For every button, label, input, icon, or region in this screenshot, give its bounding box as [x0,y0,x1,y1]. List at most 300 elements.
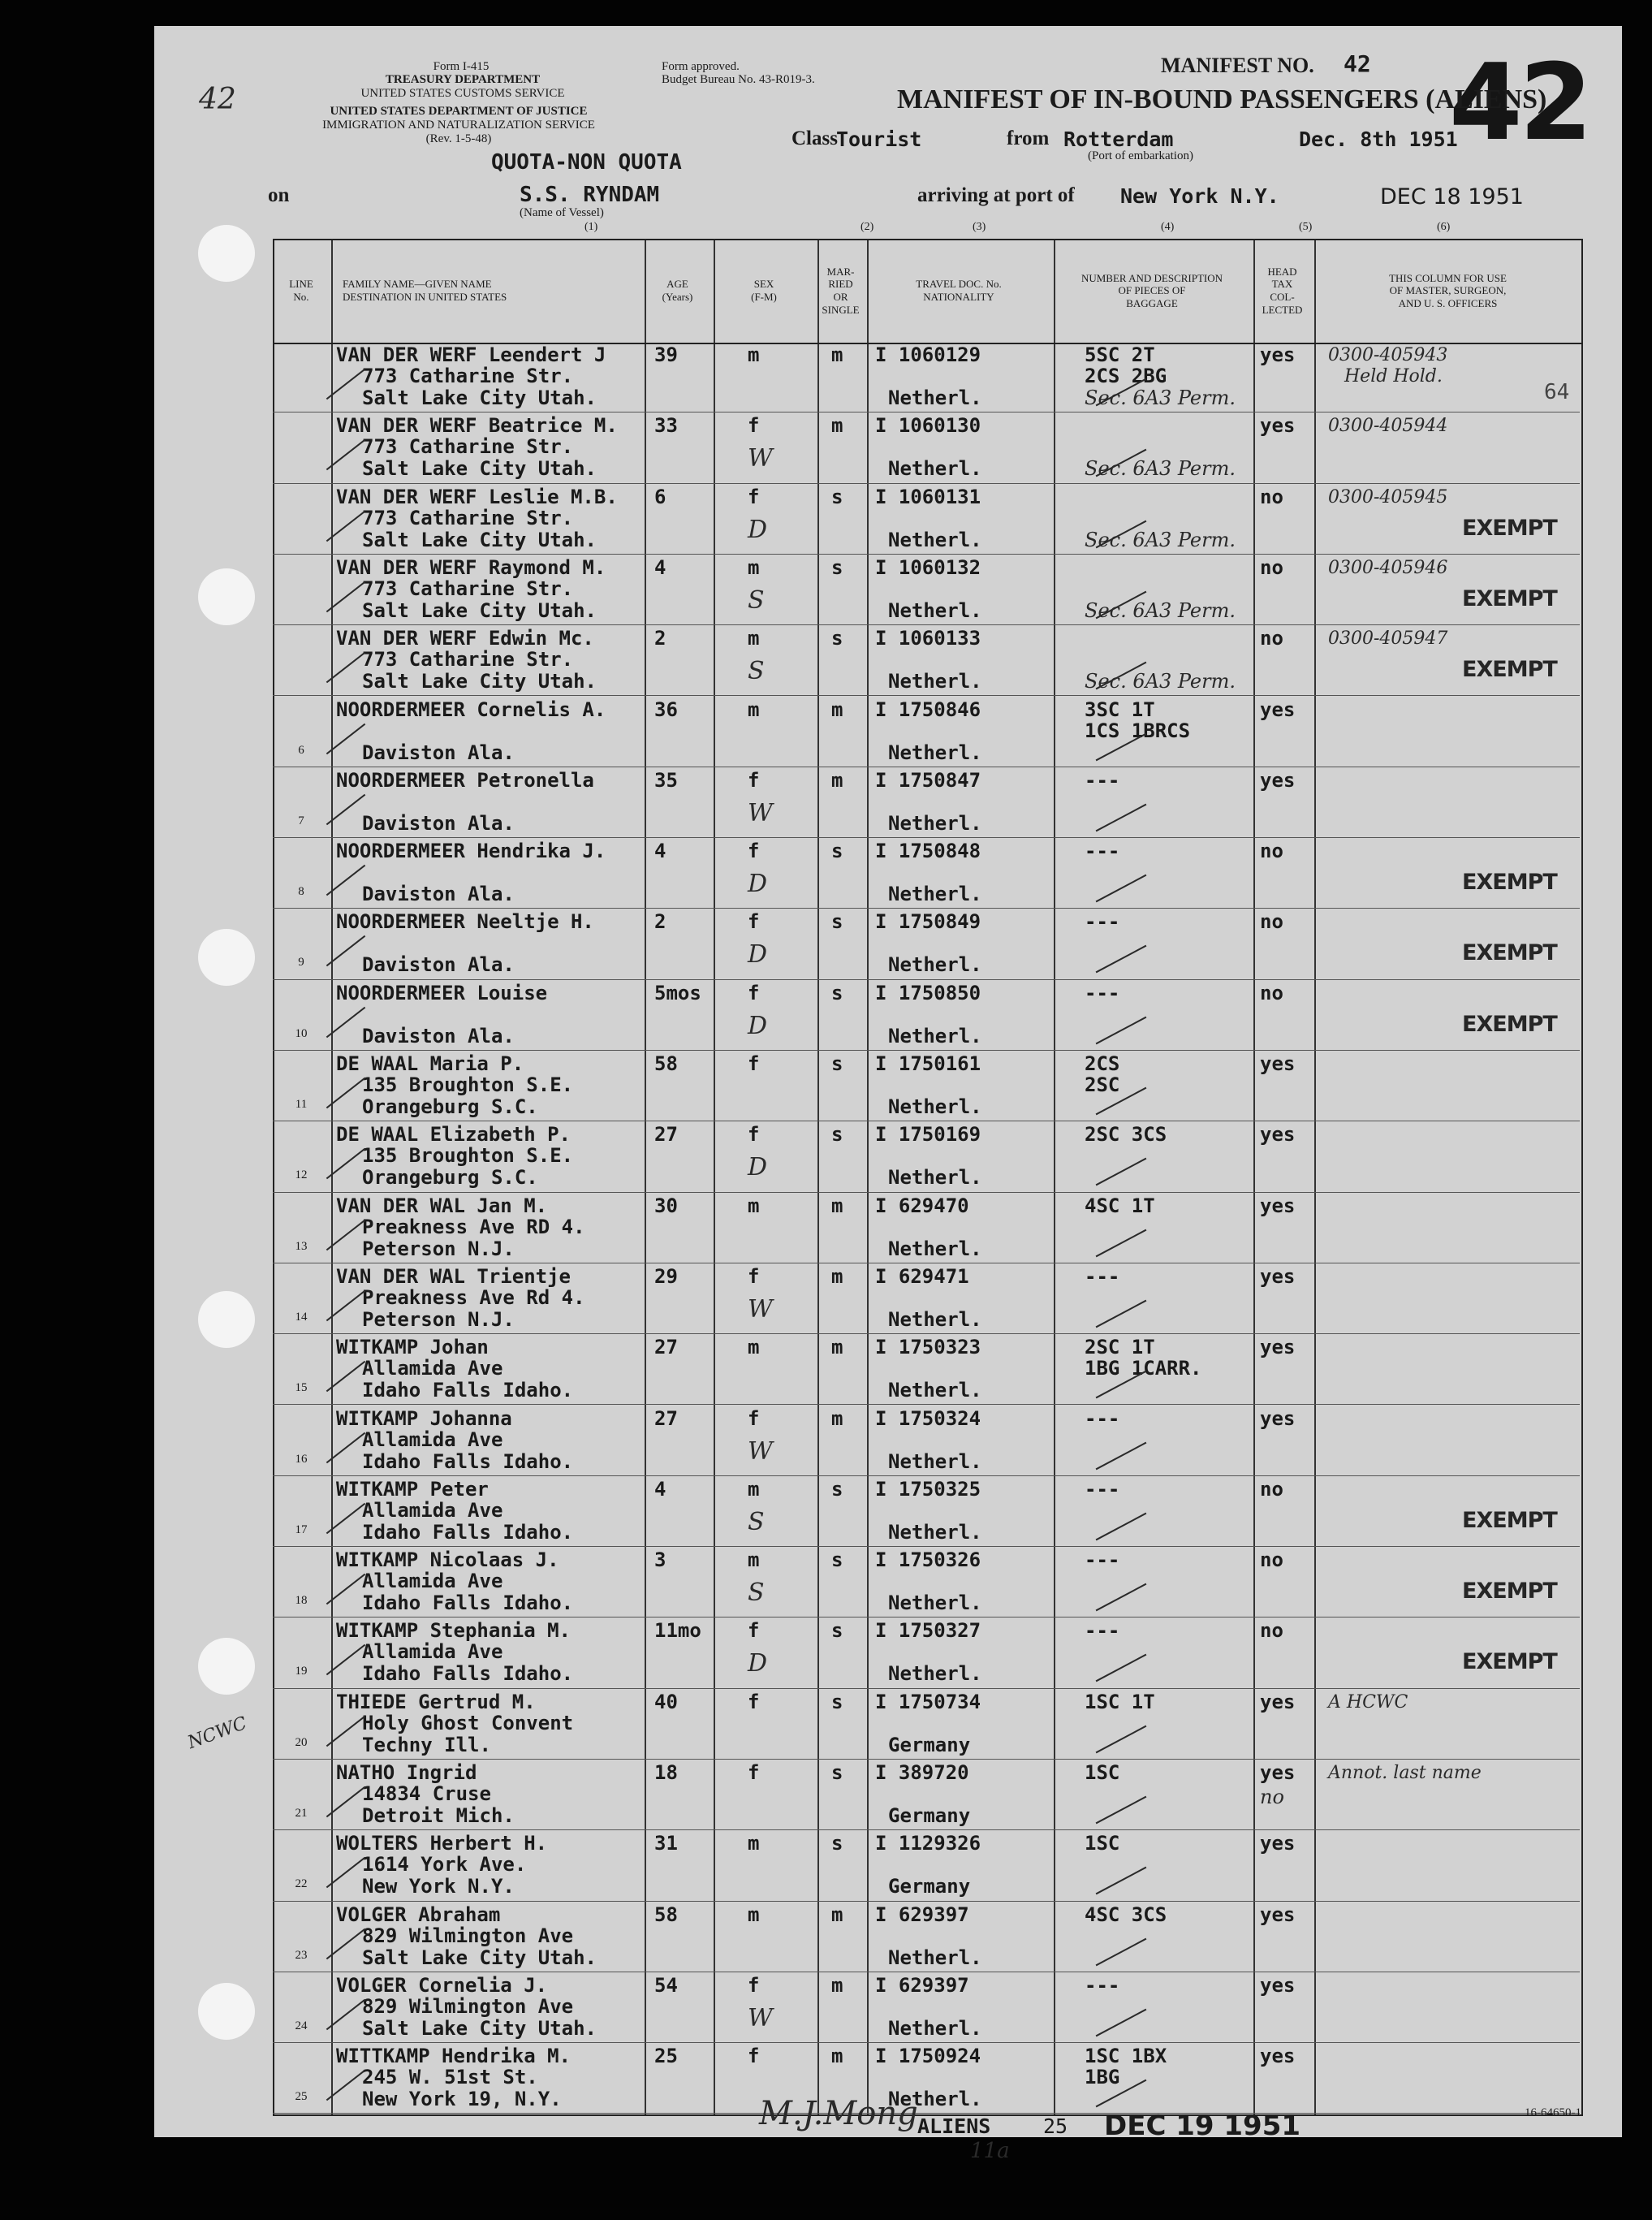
col-header-travel-doc: TRAVEL DOC. No. NATIONALITY [916,278,1002,303]
tick-mark [326,2070,366,2101]
address-line: 245 W. 51st St. [362,2066,538,2089]
age: 54 [654,1973,678,1997]
check-mark [1096,945,1147,974]
nationality: Netherl. [888,1237,982,1260]
head-tax: no [1260,627,1283,650]
revision: (Rev. 1-5-48) [425,132,492,145]
sex: m [748,343,760,366]
table-row [273,1122,1583,1193]
tick-mark [326,1006,366,1038]
address-line: Preakness Ave Rd 4. [362,1285,585,1309]
table-row [273,1831,1583,1902]
check-mark [1096,1016,1147,1044]
head-tax: yes [1260,1052,1296,1075]
line-number: 16 [295,1452,308,1466]
destination: Idaho Falls Idaho. [362,1520,574,1544]
baggage: --- [1085,1406,1120,1430]
age: 6 [654,485,666,508]
baggage: 2SC 3CS [1085,1123,1167,1147]
passenger-name: NOORDERMEER Neeltje H. [336,910,594,934]
head-tax: yes [1260,1973,1296,1997]
col-header-baggage: NUMBER AND DESCRIPTION OF PIECES OF BAGGAGE [1080,271,1223,309]
col-header-line-no: LINE No. [289,278,313,303]
head-tax: yes [1260,1832,1296,1855]
handwritten-mark: D [748,1649,768,1678]
table-row [273,1618,1583,1689]
table-row [273,698,1583,768]
row-divider [273,1546,1580,1547]
marital-status: s [831,1619,843,1643]
row-divider [273,1829,1580,1830]
destination: Detroit Mich. [362,1804,515,1827]
age: 25 [654,2045,678,2068]
travel-doc-number: I 1750848 [875,840,981,863]
tick-mark [326,1078,366,1109]
nationality: Germany [888,1804,971,1827]
punch-hole [198,225,255,282]
age: 35 [654,768,678,792]
nationality: Netherl. [888,2016,982,2040]
baggage: 1SC [1085,1761,1120,1784]
age: 5mos [654,981,701,1004]
handwritten-mark: W [748,1436,773,1466]
sex: f [748,910,760,934]
handwritten-mark: S [748,1579,765,1608]
baggage: 4SC 1T [1085,1194,1155,1217]
destination: Orangeburg S.C. [362,1095,538,1118]
age: 18 [654,1761,678,1784]
baggage: --- [1085,910,1120,934]
officer-note: 0300-405946 [1328,557,1448,578]
address-line: 829 Wilmington Ave [362,1924,574,1947]
baggage: --- [1085,981,1120,1004]
sex: m [748,1903,760,1926]
line-number: 20 [295,1735,308,1749]
nationality: Netherl. [888,883,982,906]
nationality: Netherl. [888,1592,982,1615]
form-number: Form I-415 [433,60,490,73]
check-mark [1096,1654,1147,1682]
head-tax: yes [1260,414,1296,438]
age: 4 [654,555,666,579]
marital-status: m [831,1903,843,1926]
marital-status: s [831,555,843,579]
passenger-name: VAN DER WAL Trientje [336,1264,571,1288]
row-divider [273,554,1580,555]
baggage-line-2: 1BG 1CARR. [1085,1357,1202,1380]
col-number: (2) [861,221,874,233]
table-row [273,2044,1583,2114]
passenger-name: VAN DER WAL Jan M. [336,1194,548,1217]
age: 58 [654,1903,678,1926]
age: 33 [654,414,678,438]
nationality: Netherl. [888,1946,982,1969]
tick-mark [326,1715,366,1747]
nationality: Netherl. [888,1166,982,1190]
officer-note: A HCWC [1328,1691,1408,1713]
head-tax: yes [1260,1264,1296,1288]
class-label: Class [791,127,838,149]
nationality: Netherl. [888,1379,982,1402]
destination: Daviston Ala. [362,883,515,906]
table-row [273,555,1583,626]
check-mark [1096,1796,1147,1825]
baggage: 1SC 1BX [1085,2045,1167,2068]
age: 3 [654,1548,666,1572]
address-line: Allamida Ave [362,1640,503,1664]
officer-note: 0300-405947 [1328,628,1448,650]
arrival-date-stamp: DEC 18 1951 [1380,184,1524,209]
passenger-name: WITKAMP Peter [336,1477,489,1501]
sex: f [748,981,760,1004]
sex: m [748,627,760,650]
punch-hole [198,568,255,625]
destination: Daviston Ala. [362,811,515,835]
head-tax: yes [1260,343,1296,366]
baggage: 2CS [1085,1052,1120,1075]
line-number: 17 [295,1522,308,1536]
row-divider [273,1404,1580,1405]
marital-status: m [831,414,843,438]
ins-service: IMMIGRATION AND NATURALIZATION SERVICE [322,119,595,132]
age: 58 [654,1052,678,1075]
head-tax: no [1260,555,1283,579]
head-tax: no [1260,1477,1283,1501]
table-row [273,1406,1583,1477]
table-header [273,239,1583,343]
table-row [273,1335,1583,1406]
handwritten-mark: D [748,515,768,544]
address-line: 773 Catharine Str. [362,506,574,529]
age: 36 [654,698,678,721]
col-number: (1) [584,221,598,233]
head-tax: yes [1260,1903,1296,1926]
row-divider [273,837,1580,838]
vessel-name-note: (Name of Vessel) [520,206,604,219]
nationality: Germany [888,1875,971,1898]
sex: f [748,1973,760,1997]
tick-mark [326,1928,366,1959]
tick-mark [326,1857,366,1889]
destination: Techny Ill. [362,1733,491,1756]
check-mark [1096,1441,1147,1470]
table-row [273,1548,1583,1618]
age: 27 [654,1123,678,1147]
age: 4 [654,1477,666,1501]
passenger-name: WITKAMP Johanna [336,1406,512,1430]
manifest-page [154,26,1622,2163]
address-line: Allamida Ave [362,1427,503,1451]
marital-status: s [831,1761,843,1784]
tick-mark [326,1786,366,1818]
handwritten-mark: D [748,1153,768,1182]
tick-mark [326,794,366,826]
check-mark [1096,1583,1147,1612]
marital-status: s [831,1052,843,1075]
col-number: (4) [1161,221,1175,233]
age: 27 [654,1336,678,1359]
row-divider [273,1333,1580,1334]
row-divider [273,2042,1580,2043]
nationality: Netherl. [888,1024,982,1047]
travel-doc-number: I 1750849 [875,910,981,934]
officer-note: Annot. last name [1328,1763,1482,1783]
table-row [273,1973,1583,2044]
col-header-head-tax: HEAD TAX COL- LECTED [1262,265,1303,316]
sex: m [748,698,760,721]
nationality: Netherl. [888,2088,982,2111]
passenger-name: DE WAAL Maria P. [336,1052,524,1075]
travel-doc-number: I 1060130 [875,414,981,438]
check-mark [1096,1512,1147,1540]
passenger-name: WITTKAMP Hendrika M. [336,2045,571,2068]
destination: Idaho Falls Idaho. [362,1449,574,1473]
destination: Idaho Falls Idaho. [362,1592,574,1615]
col-number: (5) [1299,221,1313,233]
check-mark [1096,1300,1147,1328]
passenger-name: VOLGER Cornelia J. [336,1973,548,1997]
line-number: 10 [295,1026,308,1040]
marital-status: s [831,1690,843,1713]
marital-status: m [831,343,843,366]
nationality: Netherl. [888,953,982,977]
destination: Salt Lake City Utah. [362,1946,597,1969]
handwritten-mark: D [748,940,768,970]
nationality: Netherl. [888,811,982,835]
table-row [273,839,1583,909]
exempt-stamp: EXEMPT [1462,1579,1557,1605]
baggage-line-2: 1CS 1BRCS [1085,719,1191,742]
travel-doc-number: I 1129326 [875,1832,981,1855]
sex: f [748,768,760,792]
head-tax: yes [1260,1194,1296,1217]
table-row [273,1690,1583,1760]
line-number: 8 [298,885,304,899]
print-code: 16-64650-1 [1525,2106,1581,2119]
row-divider [273,1901,1580,1902]
destination: Salt Lake City Utah. [362,2016,597,2040]
head-tax: yes [1260,1690,1296,1713]
passenger-name: NOORDERMEER Louise [336,981,548,1004]
check-mark [1096,1937,1147,1966]
passenger-name: VOLGER Abraham [336,1903,501,1926]
baggage: --- [1085,1973,1120,1997]
sex: f [748,414,760,438]
stamp-64: 64 [1544,380,1570,404]
passenger-name: NOORDERMEER Cornelis A. [336,698,606,721]
tick-mark [326,1148,366,1180]
table-row [273,1477,1583,1548]
officer-note-2: Held Hold. [1344,366,1443,387]
line-number: 9 [298,956,304,970]
travel-doc-number: I 1750327 [875,1619,981,1643]
nationality: Netherl. [888,1520,982,1544]
tick-mark [326,439,366,471]
row-divider [273,1475,1580,1476]
tick-mark [326,865,366,896]
nationality: Netherl. [888,1307,982,1331]
col-number: (3) [973,221,986,233]
exempt-stamp: EXEMPT [1462,585,1557,611]
travel-doc-number: I 1750169 [875,1123,981,1147]
age: 40 [654,1690,678,1713]
manifest-no-value: 42 [1344,50,1371,77]
nationality: Netherl. [888,1449,982,1473]
line-number: 25 [295,2090,308,2104]
marital-status: s [831,981,843,1004]
line-number: 18 [295,1594,308,1608]
tick-mark [326,510,366,542]
baggage-note: Sec. 6A3 Perm. [1085,598,1236,622]
sex: m [748,1548,760,1572]
table-row [273,768,1583,839]
treasury-department: TREASURY DEPARTMENT [385,73,541,86]
line-number: 21 [295,1807,308,1820]
nationality: Netherl. [888,1662,982,1686]
head-tax-correction: no [1260,1786,1284,1808]
marital-status: s [831,1123,843,1147]
age: 30 [654,1194,678,1217]
nationality: Netherl. [888,457,982,481]
table-row [273,1264,1583,1335]
tick-mark [326,1574,366,1605]
destination: New York 19, N.Y. [362,2088,562,2111]
destination: Daviston Ala. [362,741,515,764]
travel-doc-number: I 1060132 [875,555,981,579]
marital-status: s [831,627,843,650]
destination: Orangeburg S.C. [362,1166,538,1190]
passenger-name: WITKAMP Stephania M. [336,1619,571,1643]
tick-mark [326,1999,366,2031]
marital-status: s [831,910,843,934]
handwritten-mark: D [748,870,768,899]
aliens-count: 25 [1043,2114,1068,2138]
line-number: 6 [298,743,304,757]
address-line: Allamida Ave [362,1498,503,1522]
nationality: Netherl. [888,387,982,409]
passenger-name: VAN DER WERF Leendert J [336,343,606,366]
punch-hole [198,1983,255,2040]
arriving-label: arriving at port of [917,184,1075,206]
travel-doc-number: I 1750325 [875,1477,981,1501]
baggage: 4SC 3CS [1085,1903,1167,1926]
exempt-stamp: EXEMPT [1462,940,1557,966]
address-line: 135 Broughton S.E. [362,1144,574,1168]
line-number: 22 [295,1877,308,1891]
destination: Peterson N.J. [362,1237,515,1260]
handwritten-mark: W [748,2003,773,2032]
line-number: 7 [298,814,304,827]
destination: Daviston Ala. [362,953,515,977]
row-divider [273,1050,1580,1051]
marital-status: m [831,1336,843,1359]
marital-status: m [831,698,843,721]
destination: New York N.Y. [362,1875,515,1898]
row-divider [273,483,1580,484]
on-label: on [268,184,290,206]
top-corner-handwritten-note: 42 [199,83,236,116]
age: 4 [654,840,666,863]
class-value: Tourist [836,127,922,151]
officer-note: 0300-405945 [1328,486,1448,507]
baggage: 1SC 1T [1085,1690,1155,1713]
marital-status: m [831,1264,843,1288]
line-number: 15 [295,1381,308,1395]
baggage-line-2: 2SC [1085,1073,1120,1096]
address-line: 773 Catharine Str. [362,648,574,672]
baggage: --- [1085,1477,1120,1501]
head-tax: yes [1260,768,1296,792]
age: 2 [654,910,666,934]
address-line: 773 Catharine Str. [362,365,574,387]
check-mark [1096,1725,1147,1753]
customs-service: UNITED STATES CUSTOMS SERVICE [360,87,565,100]
age: 29 [654,1264,678,1288]
marital-status: m [831,2045,843,2068]
destination: Daviston Ala. [362,1024,515,1047]
col-header-sex: SEX (F-M) [751,278,777,303]
head-tax: no [1260,840,1283,863]
marital-status: s [831,485,843,508]
travel-doc-number: I 629471 [875,1264,969,1288]
tick-mark [326,1290,366,1322]
head-tax: no [1260,1548,1283,1572]
tick-mark [326,1361,366,1393]
address-line: 829 Wilmington Ave [362,1994,574,2018]
baggage: --- [1085,1619,1120,1643]
head-tax: yes [1260,1123,1296,1147]
sex: f [748,1690,760,1713]
sex: f [748,1264,760,1288]
baggage-note: Sec. 6A3 Perm. [1085,457,1236,481]
sex: f [748,1123,760,1147]
col-header-officers: THIS COLUMN FOR USE OF MASTER, SURGEON, AND U. S. OFFICERS [1389,271,1507,309]
table-row [273,1194,1583,1264]
destination: Peterson N.J. [362,1307,515,1331]
passenger-name: VAN DER WERF Leslie M.B. [336,485,618,508]
check-mark [1096,1229,1147,1257]
passenger-name: NOORDERMEER Hendrika J. [336,840,606,863]
passenger-name: DE WAAL Elizabeth P. [336,1123,571,1147]
head-tax: yes [1260,1336,1296,1359]
passenger-name: WITKAMP Nicolaas J. [336,1548,559,1572]
check-mark [1096,2009,1147,2037]
destination: Salt Lake City Utah. [362,670,597,693]
table-row [273,981,1583,1052]
travel-doc-number: I 1060129 [875,343,981,366]
head-tax: yes [1260,1761,1296,1784]
travel-doc-number: I 629470 [875,1194,969,1217]
manifest-no-label: MANIFEST NO. [1161,54,1314,77]
nationality: Netherl. [888,1095,982,1118]
marital-status: s [831,1832,843,1855]
marital-status: s [831,1477,843,1501]
arrival-port: New York N.Y. [1120,184,1279,208]
aliens-label: ALIENS [917,2114,991,2138]
table-row [273,626,1583,697]
table-row [273,485,1583,555]
tick-mark [326,935,366,967]
passenger-name: THIEDE Gertrud M. [336,1690,536,1713]
head-tax: yes [1260,2045,1296,2068]
sex: f [748,2045,760,2068]
address-line: 14834 Cruse [362,1782,491,1805]
baggage-line-2: 1BG [1085,2066,1120,2089]
address-line: 773 Catharine Str. [362,577,574,600]
travel-doc-number: I 1750850 [875,981,981,1004]
departure-date: Dec. 8th 1951 [1299,127,1458,151]
line-number: 14 [295,1310,308,1324]
